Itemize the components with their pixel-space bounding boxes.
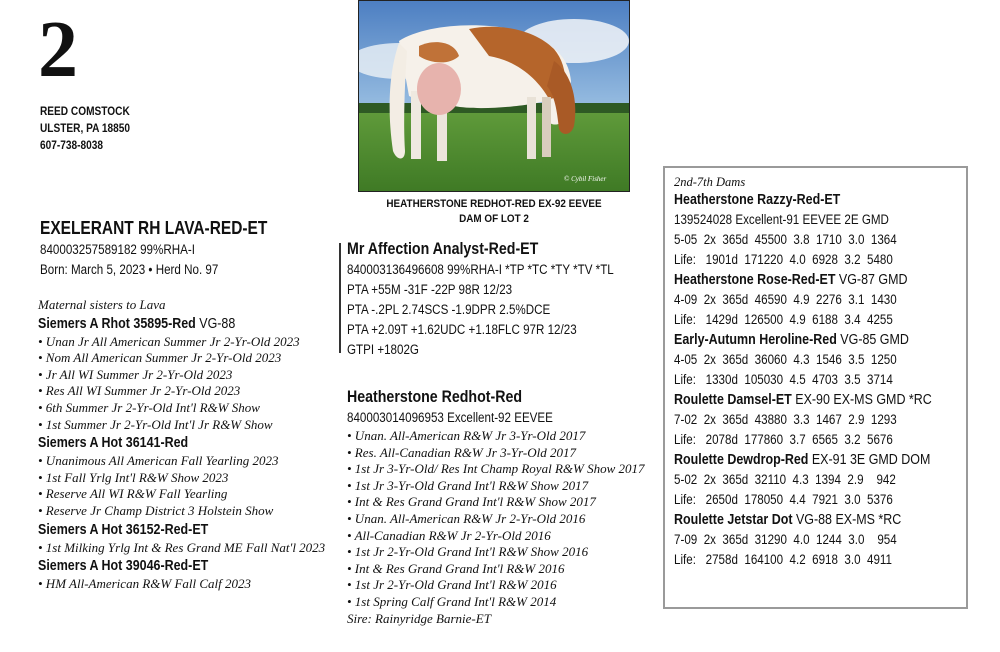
consignor-name: REED COMSTOCK [40,106,130,118]
ancestor-dam-grade: VG-88 EX-MS *RC [792,512,902,528]
dam-name: Heatherstone Redhot-Red [347,388,523,406]
ancestor-dam-record: 7-09 2x 365d 31290 4.0 1244 3.0 954 [674,532,897,547]
maternal-sisters [38,297,325,593]
dams-list [674,190,932,570]
lot-animal-id: 840003257589182 99%RHA-I [40,242,195,257]
ancestor-dam-record: 4-05 2x 365d 36060 4.3 1546 3.5 1250 [674,352,897,367]
ancestor-dam-name: Heatherstone Rose-Red-ET [674,272,836,288]
sister-name: Siemers A Hot 36152-Red-ET [38,521,209,538]
consignor-phone: 607-738-8038 [40,140,104,152]
ancestor-dam-record: Life: 2650d 178050 4.4 7921 3.0 5376 [674,492,893,507]
sire-stat-line: PTA +55M -31F -22P 98R 12/23 [347,282,513,297]
sire-stat-line: PTA -.2PL 2.74SCS -1.9DPR 2.5%DCE [347,302,551,317]
dam-photo [358,0,630,192]
lot-animal [40,216,267,280]
photo-watermark: © Cybil Fisher [564,175,607,183]
ancestor-dam-record: 5-02 2x 365d 32110 4.3 1394 2.9 942 [674,472,896,487]
sister-award: • HM All-American R&W Fall Calf 2023 [38,576,252,592]
dam-block [347,386,645,627]
sister-header [38,314,285,334]
sister-award: • Reserve All WI R&W Fall Yearling [38,486,228,502]
pedigree-line [339,243,341,353]
dam-award: • 1st Jr 2-Yr-Old Grand Int'l R&W 2016 [347,577,557,593]
cow-photo-image [359,1,629,191]
photo-caption [372,197,617,227]
dam-award: • Unan. All-American R&W Jr 3-Yr-Old 2017 [347,428,586,443]
lot-animal-born: Born: March 5, 2023 • Herd No. 97 [40,262,219,277]
photo-caption-line1: HEATHERSTONE REDHOT-RED EX-92 EEVEE [386,198,602,210]
sister-award: • 1st Summer Jr 2-Yr-Old Int'l Jr R&W Show [38,416,273,432]
maternal-heading: Maternal sisters to Lava [38,297,166,312]
lot-animal-name: EXELERANT RH LAVA-RED-ET [40,218,268,238]
sister-award: • 1st Milking Yrlg Int & Res Grand ME Fall Nat'l 2023 [38,539,326,555]
ancestor-dam-name: Roulette Damsel-ET [674,392,792,408]
dam-award: • Int & Res Grand Grand Int'l R&W Show 2017 [347,494,596,510]
dam-awards [347,428,645,611]
sister-award: • Nom All American Summer Jr 2-Yr-Old 2023 [38,350,282,366]
sister-name: Siemers A Rhot 35895-Red [38,315,196,332]
sister-header [38,433,285,453]
ancestor-dam-header [674,510,932,530]
ancestor-dam-grade: VG-85 GMD [836,332,909,348]
photo-caption-line2: DAM OF LOT 2 [459,213,529,225]
sire-stat-line: GTPI +1802G [347,342,419,357]
dam-award: • 1st Jr 3-Yr-Old Grand Int'l R&W Show 2017 [347,477,589,493]
ancestor-dam-record: Life: 1901d 171220 4.0 6928 3.2 5480 [674,252,893,267]
dam-award: • 1st Jr 2-Yr-Old Grand Int'l R&W Show 2016 [347,544,589,560]
ancestor-dam-grade: EX-91 3E GMD DOM [808,452,931,468]
ancestor-dam-record: Life: 2758d 164100 4.2 6918 3.0 4911 [674,552,892,567]
consignor-info [40,104,130,155]
dam-award: • 1st Spring Calf Grand Int'l R&W 2014 [347,593,557,609]
ancestor-dam-record: Life: 1330d 105030 4.5 4703 3.5 3714 [674,372,893,387]
ancestor-dam-name: Roulette Dewdrop-Red [674,452,809,468]
ancestor-dam-record: 7-02 2x 365d 43880 3.3 1467 2.9 1293 [674,412,897,427]
sister-header [38,520,285,540]
ancestor-dam-name: Roulette Jetstar Dot [674,512,793,528]
sister-grade: VG-88 [195,315,236,332]
sisters-list [38,314,325,593]
sire-stats [347,260,614,360]
ancestor-dam-record: 5-05 2x 365d 45500 3.8 1710 3.0 1364 [674,232,897,247]
ancestor-dam-header [674,450,932,470]
sister-award: • Unanimous All American Fall Yearling 2023 [38,453,279,469]
sire-stat-line: PTA +2.09T +1.62UDC +1.18FLC 97R 12/23 [347,322,577,337]
ancestor-dam-header [674,330,932,350]
sister-name: Siemers A Hot 36141-Red [38,435,189,452]
ancestor-dam-name: Early-Autumn Heroline-Red [674,332,837,348]
sister-award: • 6th Summer Jr 2-Yr-Old Int'l R&W Show [38,399,260,415]
ancestor-dam-grade: EX-90 EX-MS GMD *RC [791,392,932,408]
consignor-address: ULSTER, PA 18850 [40,123,130,135]
ancestor-dam-header [674,390,932,410]
sister-award: • Unan Jr All American Summer Jr 2-Yr-Old 2023 [38,333,300,349]
dam-award: • Res. All-Canadian R&W Jr 3-Yr-Old 2017 [347,444,577,460]
dam-award: • All-Canadian R&W Jr 2-Yr-Old 2016 [347,527,551,543]
sister-award: • Jr All WI Summer Jr 2-Yr-Old 2023 [38,366,233,382]
sire-block [347,238,614,360]
sire-stat-line: 840003136496608 99%RHA-I *TP *TC *TY *TV *TL [347,262,614,277]
ancestor-dam-name: Heatherstone Razzy-Red-ET [674,192,841,208]
sister-header [38,556,285,576]
dam-award: • 1st Jr 3-Yr-Old/ Res Int Champ Royal R&W Show 2017 [347,461,645,477]
dam-award: • Int & Res Grand Grand Int'l R&W 2016 [347,560,565,576]
dam-award: • Unan. All-American R&W Jr 2-Yr-Old 2016 [347,510,586,526]
dam-sire-line: Sire: Rainyridge Barnie-ET [347,610,491,626]
ancestor-dam-grade: VG-87 GMD [835,272,908,288]
ancestor-dam-record: 139524028 Excellent-91 EEVEE 2E GMD [674,212,889,227]
sister-award: • Res All WI Summer Jr 2-Yr-Old 2023 [38,383,241,399]
dams-content [674,174,974,570]
ancestor-dam-record: Life: 2078d 177860 3.7 6565 3.2 5676 [674,432,893,447]
sister-award: • 1st Fall Yrlg Int'l R&W Show 2023 [38,469,229,485]
ancestor-dam-record: Life: 1429d 126500 4.9 6188 3.4 4255 [674,312,893,327]
dam-id: 840003014096953 Excellent-92 EEVEE [347,410,553,425]
lot-number: 2 [38,6,78,94]
ancestor-dam-record: 4-09 2x 365d 46590 4.9 2276 3.1 1430 [674,292,897,307]
sire-name: Mr Affection Analyst-Red-ET [347,240,539,258]
sister-award: • Reserve Jr Champ District 3 Holstein Show [38,502,274,518]
dams-heading: 2nd-7th Dams [674,175,746,189]
ancestor-dam-header [674,270,932,290]
sister-name: Siemers A Hot 39046-Red-ET [38,558,209,575]
ancestor-dam-header [674,190,932,210]
